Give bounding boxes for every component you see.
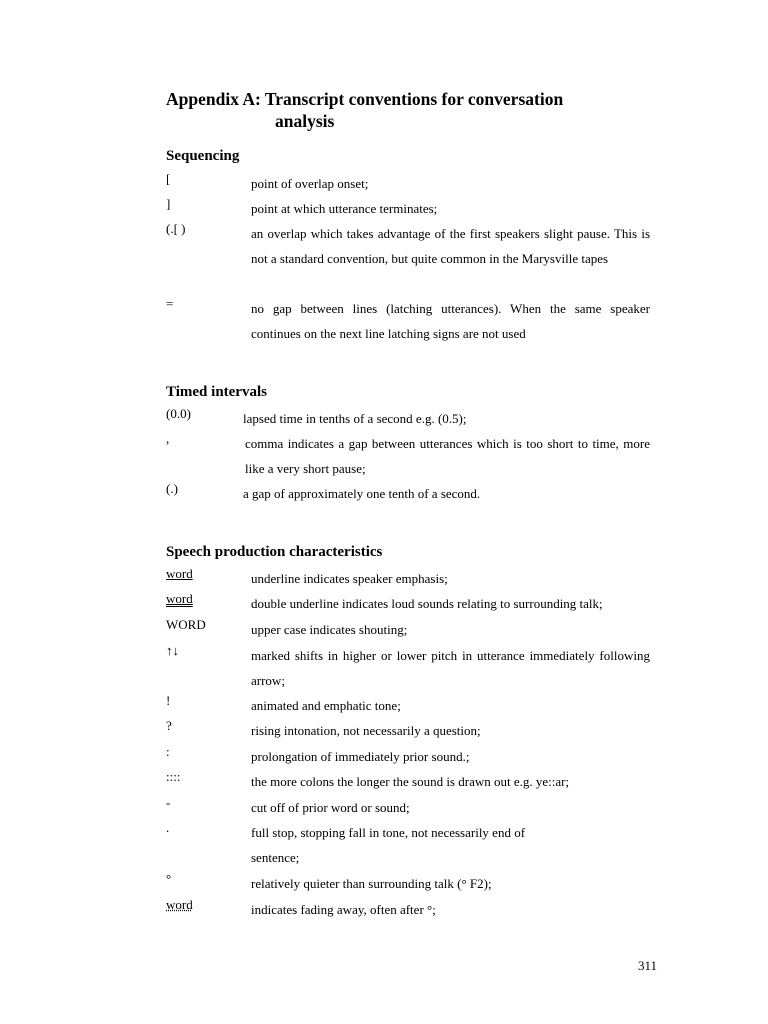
convention-symbol-underlined: word <box>166 566 193 581</box>
convention-description: marked shifts in higher or lower pitch in utterance immediately following arrow; <box>251 648 650 688</box>
convention-description: point at which utterance terminates; <box>251 201 438 216</box>
convention-symbol: ] <box>166 196 171 211</box>
convention-description: underline indicates speaker emphasis; <box>251 571 448 586</box>
convention-description: animated and emphatic tone; <box>251 698 401 713</box>
convention-description: a gap of approximately one tenth of a second. <box>243 486 481 501</box>
convention-description: rising intonation, not necessarily a question; <box>251 723 481 738</box>
convention-symbol: (.) <box>166 481 178 496</box>
convention-symbol: WORD <box>166 617 206 632</box>
convention-description: sentence; <box>251 850 300 865</box>
section-heading-timed-intervals: Timed intervals <box>166 384 267 400</box>
convention-description: cut off of prior word or sound; <box>251 800 410 815</box>
page-title <box>166 88 563 132</box>
convention-description: point of overlap onset; <box>251 176 369 191</box>
convention-description: full stop, stopping fall in tone, not necessarily end of <box>251 825 526 840</box>
convention-symbol-double-underlined: word <box>166 591 193 606</box>
convention-symbol: :::: <box>166 769 181 784</box>
convention-symbol: ? <box>166 718 172 733</box>
convention-description: upper case indicates shouting; <box>251 622 408 637</box>
convention-symbol: (.[ ) <box>166 221 186 236</box>
section-heading-speech-production: Speech production characteristics <box>166 544 383 560</box>
convention-symbol: (0.0) <box>166 406 191 421</box>
section-heading-sequencing: Sequencing <box>166 148 240 164</box>
title-line-1: Appendix A: Transcript conventions for conversation <box>166 89 564 109</box>
convention-description: double underline indicates loud sounds relating to surrounding talk; <box>251 596 603 611</box>
convention-symbol: , <box>166 431 170 446</box>
convention-symbol: ° <box>166 871 172 886</box>
convention-description: prolongation of immediately prior sound.; <box>251 749 470 764</box>
pitch-arrows-icon: ↑↓ <box>166 643 179 658</box>
convention-symbol: . <box>166 820 170 835</box>
convention-symbol: - <box>166 795 171 810</box>
convention-description: comma indicates a gap between utterances which is too short to time, more like a very short pause; <box>245 436 650 476</box>
convention-symbol: = <box>166 296 174 311</box>
convention-description: an overlap which takes advantage of the first speakers slight pause. This is not a standard convention, but quite common in the Marysville tapes <box>251 226 650 266</box>
convention-description: the more colons the longer the sound is drawn out e.g. ye::ar; <box>251 774 570 789</box>
convention-symbol: ! <box>166 693 171 708</box>
title-line-2: analysis <box>275 111 335 131</box>
convention-description: lapsed time in tenths of a second e.g. (0.5); <box>243 411 467 426</box>
convention-description: no gap between lines (latching utterances). When the same speaker continues on the next line latching signs are not used <box>251 301 650 341</box>
convention-description: relatively quieter than surrounding talk (° F2); <box>251 876 492 891</box>
convention-symbol: [ <box>166 171 171 186</box>
convention-symbol: : <box>166 744 170 759</box>
page-number: 311 <box>638 958 658 973</box>
convention-description: indicates fading away, often after °; <box>251 902 436 917</box>
convention-symbol-dotted-underlined: word <box>166 897 193 912</box>
